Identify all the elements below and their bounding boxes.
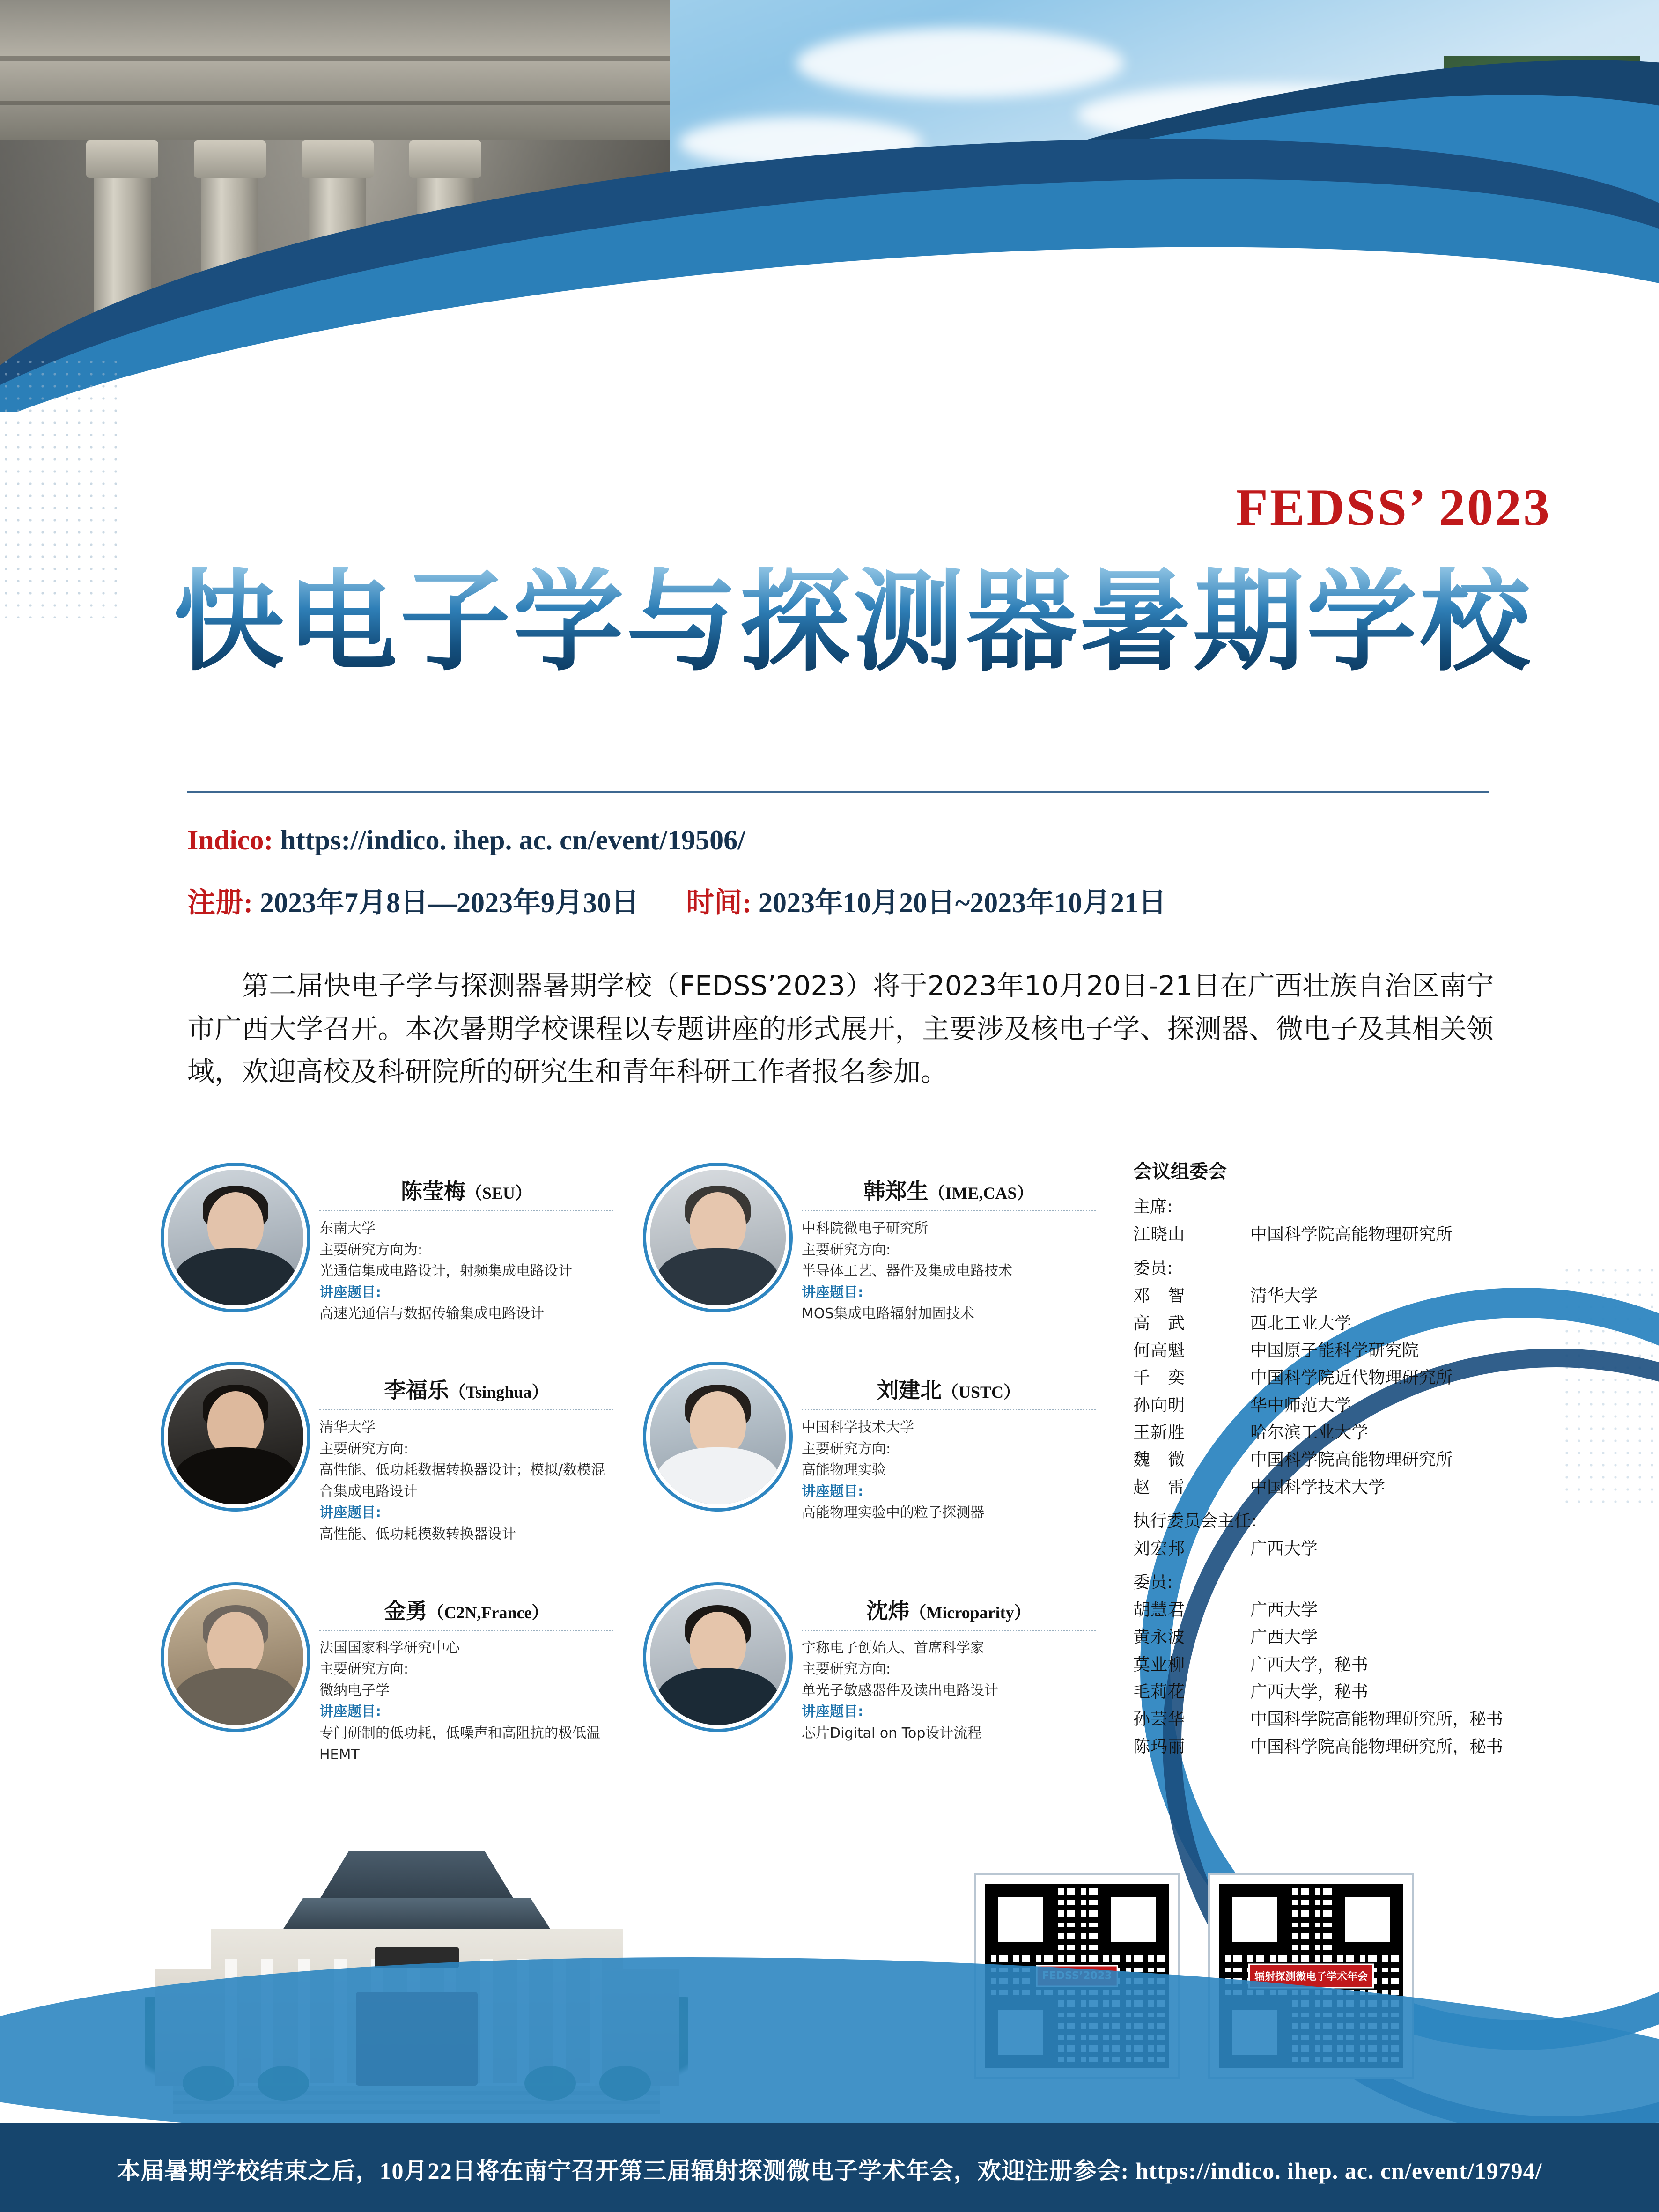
member-name: 黄永波	[1133, 1628, 1186, 1647]
speaker-row	[164, 1365, 1124, 1545]
member-name: 魏 微	[1133, 1450, 1186, 1470]
committee-row	[1133, 1597, 1601, 1624]
speaker-card	[646, 1585, 1096, 1766]
speaker-topic-label: 讲座题目:	[802, 1703, 863, 1720]
indico-label: Indico:	[187, 825, 273, 855]
member-org: 广西大学，秘书	[1250, 1682, 1369, 1702]
member-name: 何高魁	[1133, 1341, 1186, 1360]
committee-row	[1133, 1446, 1601, 1474]
speaker-name-line	[319, 1594, 613, 1625]
speaker-info	[802, 1365, 1096, 1545]
speaker-name: 李福乐	[384, 1377, 449, 1403]
member-name: 赵 雷	[1133, 1477, 1186, 1497]
avatar	[164, 1585, 307, 1729]
speaker-topic: 高性能、低功耗模数转换器设计	[319, 1526, 516, 1542]
member-name: 江晓山	[1133, 1225, 1186, 1244]
cloud-shape	[796, 28, 1124, 98]
member-org: 中国科学院高能物理研究所，秘书	[1250, 1737, 1504, 1756]
member-org: 哈尔滨工业大学	[1250, 1423, 1369, 1442]
time-label: 时间:	[686, 887, 752, 918]
series-title: FEDSS’ 2023	[1236, 479, 1551, 537]
divider	[802, 1409, 1096, 1410]
speaker-affiliation-short: （C2N,France）	[427, 1603, 549, 1622]
speaker-affiliation-short: （IME,CAS）	[928, 1184, 1034, 1202]
speaker-institute: 清华大学	[319, 1419, 376, 1436]
building-entablature	[0, 0, 670, 140]
committee-row	[1133, 1652, 1601, 1679]
member-name: 高 武	[1133, 1313, 1186, 1333]
speaker-name: 沈炜	[866, 1598, 910, 1623]
speaker-research: 高性能、低功耗数据转换器设计；模拟/数模混合集成电路设计	[319, 1462, 605, 1500]
committee-row	[1133, 1337, 1601, 1364]
speaker-institute: 中国科学技术大学	[802, 1419, 914, 1436]
committee-row	[1133, 1535, 1601, 1563]
speaker-row	[164, 1585, 1124, 1766]
speaker-affiliation-short: （SEU）	[465, 1184, 532, 1202]
speaker-topic-label: 讲座题目:	[802, 1483, 863, 1500]
speaker-topic: 高能物理实验中的粒子探测器	[802, 1504, 984, 1521]
registration-time-line	[187, 880, 1166, 921]
committee-row	[1133, 1474, 1601, 1501]
member-org: 清华大学	[1250, 1286, 1318, 1306]
avatar	[164, 1365, 307, 1508]
member-org: 广西大学	[1250, 1539, 1318, 1558]
speaker-research: 微纳电子学	[319, 1682, 390, 1699]
member-org: 中国科学院近代物理研究所	[1250, 1368, 1453, 1388]
speaker-row	[164, 1166, 1124, 1325]
dot-texture-left	[0, 356, 117, 618]
divider	[802, 1210, 1096, 1211]
register-value: 2023年7月8日—2023年9月30日	[259, 887, 639, 918]
committee-panel	[1133, 1157, 1601, 1761]
speaker-name: 金勇	[384, 1598, 428, 1623]
member-org: 中国科学技术大学	[1250, 1477, 1386, 1497]
speaker-topic-label: 讲座题目:	[319, 1703, 381, 1720]
speaker-research-label: 主要研究方向:	[319, 1440, 409, 1457]
building-roof-lower	[267, 1898, 567, 1931]
speaker-info	[319, 1365, 613, 1545]
speaker-institute: 东南大学	[319, 1220, 376, 1237]
member-org: 中国科学院高能物理研究所	[1250, 1450, 1453, 1470]
divider	[319, 1630, 613, 1631]
building-cornice-line	[0, 101, 670, 105]
speaker-grid	[164, 1166, 1124, 1806]
speaker-research: 单光子敏感器件及读出电路设计	[802, 1682, 998, 1699]
member-name: 胡慧君	[1133, 1600, 1186, 1620]
member-name: 孙向明	[1133, 1395, 1186, 1415]
speaker-card	[164, 1585, 613, 1766]
speaker-name-line	[802, 1594, 1096, 1625]
speaker-research-label: 主要研究方向:	[319, 1661, 409, 1678]
speaker-name-line	[802, 1373, 1096, 1404]
member-org: 广西大学，秘书	[1250, 1655, 1369, 1674]
committee-members-label: 委员:	[1133, 1259, 1173, 1278]
member-name: 邓 智	[1133, 1286, 1186, 1306]
speaker-topic-label: 讲座题目:	[802, 1284, 863, 1301]
speaker-affiliation-short: （Tsinghua）	[449, 1382, 549, 1401]
committee-row	[1133, 1679, 1601, 1706]
qr-code-label: 辐射探测微电子学术年会	[1248, 1964, 1374, 1989]
speaker-topic: 芯片Digital on Top设计流程	[802, 1725, 982, 1741]
member-org: 中国科学院高能物理研究所	[1250, 1225, 1453, 1244]
member-org: 西北工业大学	[1250, 1313, 1352, 1333]
speaker-info	[319, 1585, 613, 1766]
avatar	[164, 1166, 307, 1309]
committee-title: 会议组委会	[1133, 1161, 1227, 1182]
speaker-name: 韩郑生	[863, 1179, 929, 1204]
indico-line	[187, 824, 745, 856]
divider	[802, 1630, 1096, 1631]
speaker-topic-label: 讲座题目:	[319, 1504, 381, 1521]
member-name: 王新胜	[1133, 1423, 1186, 1442]
member-org: 华中师范大学	[1250, 1395, 1352, 1415]
speaker-institute: 中科院微电子研究所	[802, 1220, 928, 1237]
speaker-info	[802, 1166, 1096, 1325]
avatar	[646, 1365, 789, 1508]
abstract-paragraph: 第二届快电子学与探测器暑期学校（FEDSS’2023）将于2023年10月20日-21日在广西壮族自治区南宁市广西大学召开。本次暑期学校课程以专题讲座的形式展开，主要涉及核电子学、探测器、微电子及其相关领域，欢迎高校及科研院所的研究生和青年科研工作者报名参加。	[187, 970, 1494, 1088]
speaker-topic: MOS集成电路辐射加固技术	[802, 1305, 974, 1322]
member-org: 中国原子能科学研究院	[1250, 1341, 1419, 1360]
header-banner	[0, 0, 1659, 412]
speaker-research: 高能物理实验	[802, 1462, 886, 1479]
speaker-card	[164, 1365, 613, 1545]
title-divider	[187, 791, 1489, 793]
speaker-research-label: 主要研究方向:	[802, 1661, 891, 1678]
speaker-research-label: 主要研究方向为:	[319, 1241, 423, 1258]
committee-row	[1133, 1733, 1601, 1761]
committee-row	[1133, 1392, 1601, 1419]
committee-row	[1133, 1624, 1601, 1651]
speaker-info	[319, 1166, 613, 1325]
committee-chair-label: 主席:	[1133, 1197, 1173, 1217]
speaker-card	[646, 1166, 1096, 1325]
committee-row	[1133, 1706, 1601, 1733]
speaker-name-line	[802, 1174, 1096, 1205]
member-name: 千 奕	[1133, 1368, 1186, 1388]
member-org: 广西大学	[1250, 1600, 1318, 1620]
time-value: 2023年10月20日~2023年10月21日	[758, 887, 1167, 918]
speaker-institute: 法国国家科学研究中心	[319, 1639, 460, 1656]
committee-row	[1133, 1283, 1601, 1310]
divider	[319, 1409, 613, 1410]
speaker-name-line	[319, 1373, 613, 1404]
building-cornice-line	[0, 56, 670, 61]
avatar	[646, 1166, 789, 1309]
exec-members-label: 委员:	[1133, 1573, 1173, 1593]
speaker-research: 半导体工艺、器件及集成电路技术	[802, 1263, 1012, 1280]
member-org: 中国科学院高能物理研究所，秘书	[1250, 1710, 1504, 1729]
speaker-name: 陈莹梅	[400, 1179, 465, 1204]
member-org: 广西大学	[1250, 1628, 1318, 1647]
member-name: 毛莉花	[1133, 1682, 1186, 1702]
speaker-affiliation-short: （Microparity）	[909, 1603, 1031, 1622]
speaker-card	[646, 1365, 1096, 1545]
speaker-info	[802, 1585, 1096, 1766]
speaker-topic: 高速光通信与数据传输集成电路设计	[319, 1305, 544, 1322]
speaker-card	[164, 1166, 613, 1325]
speaker-institute: 宇称电子创始人、首席科学家	[802, 1639, 984, 1656]
speaker-topic-label: 讲座题目:	[319, 1284, 381, 1301]
divider	[319, 1210, 613, 1211]
committee-row	[1133, 1310, 1601, 1337]
page-title: 快电子学与探测器暑期学校	[173, 557, 1534, 686]
footer-note: 本届暑期学校结束之后，10月22日将在南宁召开第三届辐射探测微电子学术年会，欢迎注册参会: https://indico. ihep. ac. cn/event/19794/	[117, 2158, 1542, 2184]
member-name: 孙芸华	[1133, 1710, 1186, 1729]
speaker-research-label: 主要研究方向:	[802, 1440, 891, 1457]
speaker-research: 光通信集成电路设计，射频集成电路设计	[319, 1263, 572, 1280]
speaker-topic: 专门研制的低功耗，低噪声和高阻抗的极低温HEMT	[319, 1725, 600, 1763]
committee-row	[1133, 1221, 1601, 1248]
member-name: 陈玛丽	[1133, 1737, 1186, 1756]
speaker-research-label: 主要研究方向:	[802, 1241, 891, 1258]
committee-row	[1133, 1419, 1601, 1446]
member-name: 莫业柳	[1133, 1655, 1186, 1674]
speaker-affiliation-short: （USTC）	[941, 1382, 1021, 1401]
indico-url[interactable]: https://indico. ihep. ac. cn/event/19506/	[280, 825, 745, 855]
member-name: 刘宏邦	[1133, 1539, 1186, 1558]
exec-chair-label: 执行委员会主任:	[1133, 1511, 1257, 1531]
committee-row	[1133, 1364, 1601, 1392]
avatar	[646, 1585, 789, 1729]
register-label: 注册:	[187, 887, 253, 918]
speaker-name: 刘建北	[877, 1377, 942, 1403]
speaker-name-line	[319, 1174, 613, 1205]
